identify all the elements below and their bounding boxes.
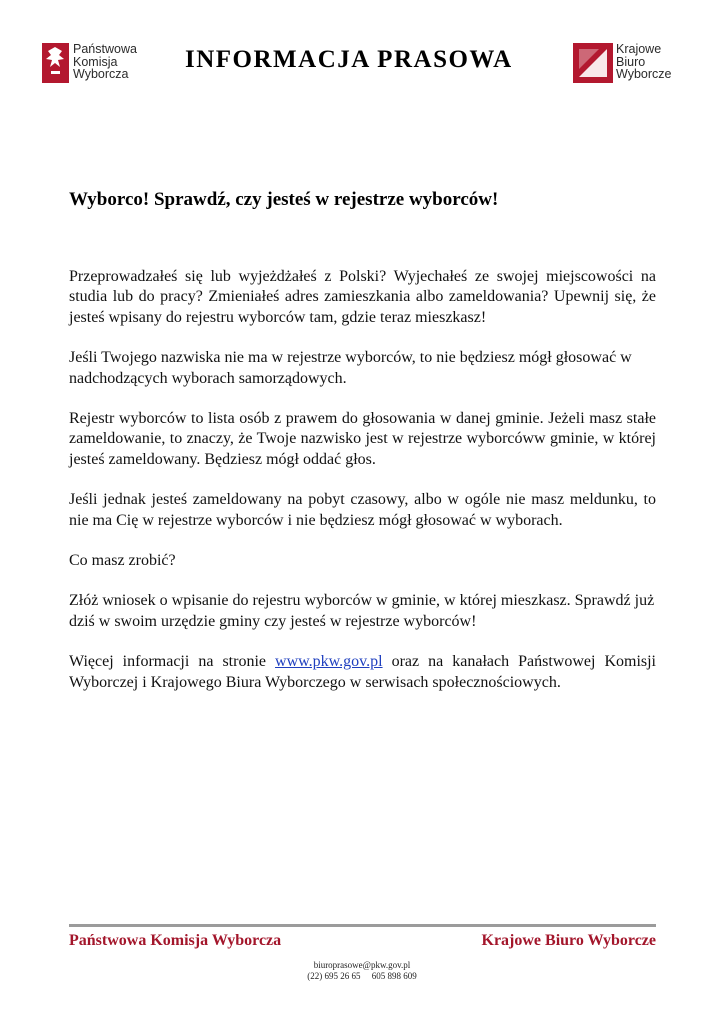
paragraph-2: Jeśli Twojego nazwiska nie ma w rejestrze wyborców, to nie będziesz mógł głosować w nadchodzących wyborach samorządowych.: [69, 349, 632, 387]
paragraph-7: [69, 652, 656, 693]
kbw-logo: [573, 43, 671, 83]
press-release-body: [69, 267, 656, 713]
paragraph-1: Przeprowadzałeś się lub wyjeżdżałeś z Polski? Wyjechałeś ze swojej miejscowości na studia lub do pracy? Zmieniałeś adres zamieszkania albo zameldowania? Upewnij się, że jesteś wpisany do rejestru wyborców tam, gdzie teraz mieszkasz!: [69, 268, 656, 326]
paragraph-7-before: Więcej informacji na stronie: [69, 653, 276, 671]
pkw-logo-line-1: Państwowa: [73, 42, 137, 56]
paragraph-5: Co masz zrobić?: [69, 552, 176, 570]
kbw-logo-text: [616, 43, 671, 81]
pkw-logo-line-2: Komisja: [73, 54, 118, 69]
pkw-eagle-icon: [42, 43, 69, 83]
paragraph-3: Rejestr wyborców to lista osób z prawem do głosowania w danej gminie. Jeżeli masz stałe zameldowanie, to znaczy, że Twoje nazwisko jest w rejestrze wyborcóww gminie, w której jesteś zameldowany. Będziesz mógł oddać głos.: [69, 410, 656, 468]
kbw-logo-line-2: Biuro: [616, 54, 646, 69]
kbw-logo-line-3: Wyborcze: [616, 67, 672, 82]
footer-contact: [0, 960, 724, 982]
paragraph-4: Jeśli jednak jesteś zameldowany na pobyt czasowy, albo w ogóle nie masz meldunku, to nie ma Cię w rejestrze wyborców i nie będziesz mógł głosować w wyborach.: [69, 491, 656, 529]
paragraph-7-after: oraz na kanałach Państwowej Komisji Wyborczej i Krajowego Biura Wyborczego w serwisach społecznościowych.: [69, 653, 657, 691]
pkw-website-link[interactable]: www.pkw.gov.pl: [275, 653, 383, 671]
pkw-logo-line-3: Wyborcza: [73, 67, 129, 82]
kbw-logo-line-1: Krajowe: [616, 42, 662, 56]
footer-kbw-name: Krajowe Biuro Wyborcze: [481, 932, 656, 949]
contact-email: biuroprasowe@pkw.gov.pl: [313, 960, 411, 970]
headline: Wyborco! Sprawdź, czy jesteś w rejestrze wyborców!: [69, 189, 499, 210]
pkw-logo-text: [73, 43, 137, 81]
page-title: INFORMACJA PRASOWA: [185, 46, 513, 73]
footer-divider: [69, 924, 656, 927]
kbw-logo-icon: [573, 43, 613, 83]
contact-phones: (22) 695 26 65 605 898 609: [307, 971, 417, 981]
pkw-logo: [42, 43, 137, 85]
footer-pkw-name: Państwowa Komisja Wyborcza: [69, 932, 282, 949]
paragraph-6: Złóż wniosek o wpisanie do rejestru wyborców w gminie, w której mieszkasz. Sprawdź już dziś w swoim urzędzie gminy czy jesteś w rejestrze wyborców!: [69, 592, 655, 630]
